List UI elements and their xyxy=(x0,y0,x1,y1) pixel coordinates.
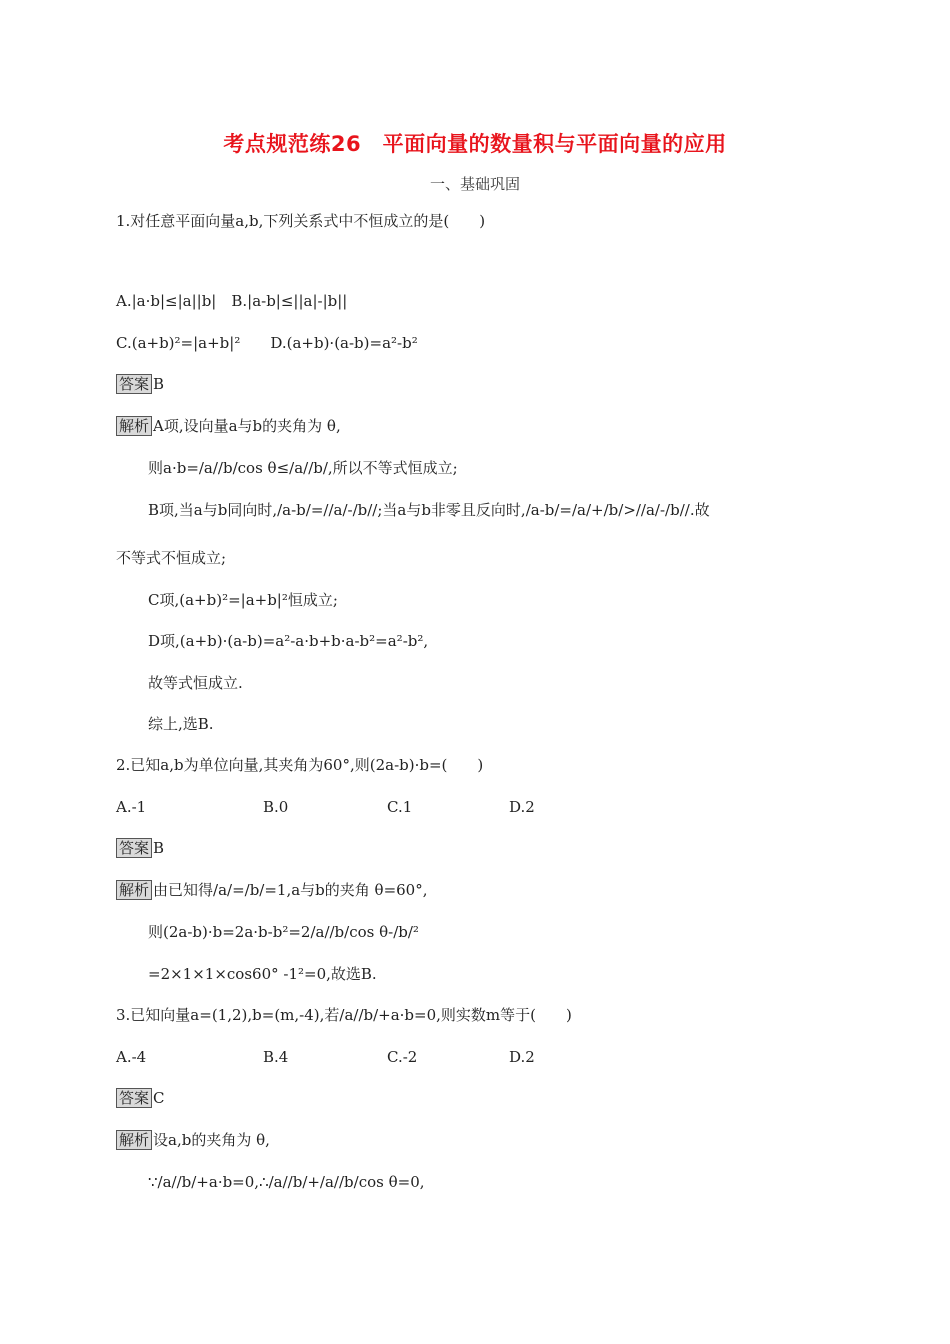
option-b: B.4 xyxy=(263,1048,289,1066)
analysis-text: 不等式不恒成立; xyxy=(116,549,227,567)
question-2-analysis-line xyxy=(116,880,428,900)
answer-tag: 答案 xyxy=(116,374,152,394)
option-d: D.2 xyxy=(509,798,535,816)
option-a: A.-4 xyxy=(116,1048,147,1066)
question-1-options-cd: C.(a+b)²=|a+b|² D.(a+b)·(a-b)=a²-b² xyxy=(116,334,418,352)
analysis-tag: 解析 xyxy=(116,1130,152,1150)
analysis-text: 综上,选B. xyxy=(148,715,214,733)
question-3-stem: 3.已知向量a=(1,2),b=(m,-4),若/a//b/+a·b=0,则实数m等于( ) xyxy=(116,1006,572,1024)
analysis-text: ∵/a//b/+a·b=0,∴/a//b/+/a//b/cos θ=0, xyxy=(148,1173,425,1191)
question-3-analysis-line xyxy=(116,1130,270,1150)
analysis-text: B项,当a与b同向时,/a-b/=//a/-/b//;当a与b非零且反向时,/a-b/=/a/+/b/>//a/-/b//.故 xyxy=(148,501,710,519)
question-1-answer xyxy=(116,374,164,394)
analysis-text: D项,(a+b)·(a-b)=a²-a·b+b·a-b²=a²-b², xyxy=(148,632,429,650)
analysis-text: 故等式恒成立. xyxy=(148,674,243,692)
option-c: C.1 xyxy=(387,798,413,816)
question-2-answer xyxy=(116,838,164,858)
analysis-text: 设a,b的夹角为 θ, xyxy=(153,1131,270,1149)
analysis-text: 由已知得/a/=/b/=1,a与b的夹角 θ=60°, xyxy=(153,881,428,899)
question-3-answer xyxy=(116,1088,165,1108)
answer-tag: 答案 xyxy=(116,1088,152,1108)
answer-tag: 答案 xyxy=(116,838,152,858)
section-heading: 一、基础巩固 xyxy=(429,175,520,193)
analysis-tag: 解析 xyxy=(116,880,152,900)
option-d: D.2 xyxy=(509,1048,535,1066)
option-a: A.-1 xyxy=(116,798,147,816)
option-c: C.-2 xyxy=(387,1048,418,1066)
answer-value: C xyxy=(153,1089,165,1107)
analysis-tag: 解析 xyxy=(116,416,152,436)
question-1-stem: 1.对任意平面向量a,b,下列关系式中不恒成立的是( ) xyxy=(116,212,486,230)
analysis-text: 则a·b=/a//b/cos θ≤/a//b/,所以不等式恒成立; xyxy=(148,459,458,477)
question-1-options-ab: A.|a·b|≤|a||b| B.|a-b|≤||a|-|b|| xyxy=(116,292,348,310)
analysis-text: C项,(a+b)²=|a+b|²恒成立; xyxy=(148,591,338,609)
answer-value: B xyxy=(153,839,165,857)
question-2-stem: 2.已知a,b为单位向量,其夹角为60°,则(2a-b)·b=( ) xyxy=(116,756,484,774)
question-1-analysis-line xyxy=(116,416,341,436)
analysis-text: =2×1×1×cos60° -1²=0,故选B. xyxy=(148,965,377,983)
analysis-text: A项,设向量a与b的夹角为 θ, xyxy=(153,417,341,435)
page-title: 考点规范练26 平面向量的数量积与平面向量的应用 xyxy=(223,132,727,156)
answer-value: B xyxy=(153,375,165,393)
analysis-text: 则(2a-b)·b=2a·b-b²=2/a//b/cos θ-/b/² xyxy=(148,923,419,941)
option-b: B.0 xyxy=(263,798,289,816)
